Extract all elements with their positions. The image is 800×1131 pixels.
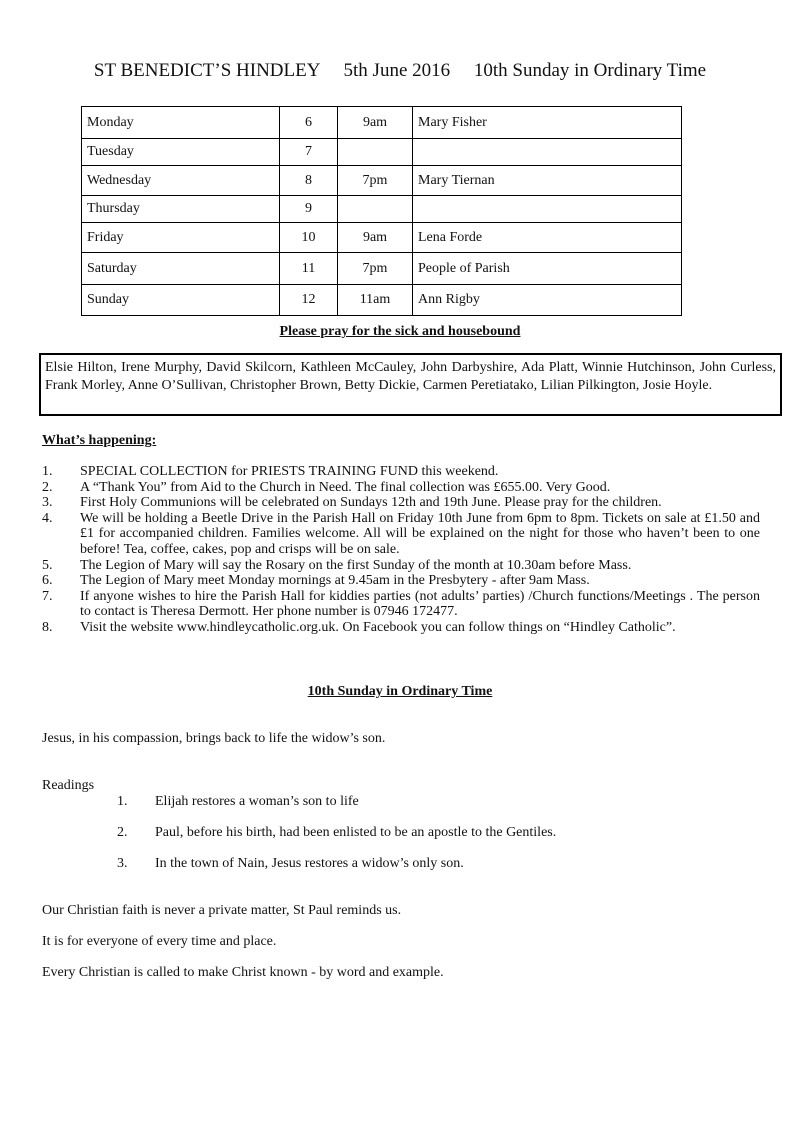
readings-label: Readings <box>42 778 95 793</box>
table-row <box>82 196 682 223</box>
item-text: The Legion of Mary will say the Rosary on the first Sunday of the month at 10.30am before Mass. <box>80 557 632 573</box>
day-cell: Saturday <box>82 253 280 285</box>
day-cell: Wednesday <box>82 166 280 196</box>
reading-text: Paul, before his birth, had been enlisted to be an apostle to the Gentiles. <box>155 825 557 840</box>
reading-item <box>117 856 464 872</box>
day-cell: Thursday <box>82 196 280 223</box>
list-item <box>42 620 760 636</box>
item-number: 1. <box>42 464 53 479</box>
reading-item <box>117 794 359 810</box>
list-item <box>42 480 760 496</box>
liturgical-day: 10th Sunday in Ordinary Time <box>473 60 707 81</box>
item-text: A “Thank You” from Aid to the Church in Need. The final collection was £655.00. Very Good. <box>80 479 611 495</box>
closing-line: It is for everyone of every time and place. <box>42 934 277 949</box>
item-text: First Holy Communions will be celebrated on Sundays 12th and 19th June. Please pray for the children. <box>80 495 662 511</box>
reading-number: 1. <box>117 794 128 809</box>
day-cell: Friday <box>82 223 280 253</box>
day-cell: Tuesday <box>82 139 280 166</box>
intention-cell: Mary Fisher <box>413 107 682 139</box>
time-cell: 7pm <box>338 253 413 285</box>
sick-names-box: Elsie Hilton, Irene Murphy, David Skilcorn, Kathleen McCauley, John Darbyshire, Ada Platt, Winnie Hutchinson, John Curless, Frank Morley, Anne O’Sullivan, Christopher Brown, Betty Dickie, Carmen Peretiatako, Lilian Pilkington, Josie Hoyle. <box>39 353 782 416</box>
item-text: If anyone wishes to hire the Parish Hall for kiddies parties (not adults’ parties) /Church functions/Meetings . The person to contact is Theresa Dermott. Her phone number is 07946 172477. <box>80 588 760 620</box>
newsletter-date: 5th June 2016 <box>343 60 451 81</box>
reading-number: 2. <box>117 825 128 840</box>
table-row <box>82 285 682 316</box>
day-cell: Monday <box>82 107 280 139</box>
day-cell: Sunday <box>82 285 280 316</box>
item-number: 8. <box>42 619 53 635</box>
time-cell: 9am <box>338 223 413 253</box>
reading-text: In the town of Nain, Jesus restores a widow’s only son. <box>155 856 464 871</box>
date-cell: 12 <box>280 285 338 316</box>
table-row <box>82 166 682 196</box>
table-row <box>82 139 682 166</box>
item-text: SPECIAL COLLECTION for PRIESTS TRAINING FUND this weekend. <box>80 464 499 479</box>
date-cell: 6 <box>280 107 338 139</box>
intention-cell <box>413 139 682 166</box>
time-cell <box>338 196 413 223</box>
list-item <box>42 573 760 589</box>
time-cell: 9am <box>338 107 413 139</box>
item-number: 2. <box>42 479 53 495</box>
list-item <box>42 589 760 620</box>
whats-happening-heading: What’s happening: <box>42 433 157 448</box>
table-row <box>82 223 682 253</box>
item-text: The Legion of Mary meet Monday mornings at 9.45am in the Presbytery - after 9am Mass. <box>80 573 590 589</box>
notices-list <box>42 464 760 636</box>
closing-line: Every Christian is called to make Christ known - by word and example. <box>42 965 444 980</box>
time-cell <box>338 139 413 166</box>
intention-cell: People of Parish <box>413 253 682 285</box>
closing-line: Our Christian faith is never a private matter, St Paul reminds us. <box>42 903 402 918</box>
date-cell: 10 <box>280 223 338 253</box>
item-number: 6. <box>42 573 53 589</box>
list-item <box>42 464 760 480</box>
item-number: 4. <box>42 510 53 526</box>
sunday-intro: Jesus, in his compassion, brings back to life the widow’s son. <box>42 731 386 746</box>
newsletter-header <box>0 60 800 82</box>
intention-cell: Mary Tiernan <box>413 166 682 196</box>
time-cell: 7pm <box>338 166 413 196</box>
parish-name: ST BENEDICT’S HINDLEY <box>93 60 320 81</box>
intention-cell <box>413 196 682 223</box>
intention-cell: Lena Forde <box>413 223 682 253</box>
item-number: 5. <box>42 557 53 573</box>
item-text: Visit the website www.hindleycatholic.org.uk. On Facebook you can follow things on “Hindley Catholic”. <box>80 619 676 635</box>
date-cell: 11 <box>280 253 338 285</box>
time-cell: 11am <box>338 285 413 316</box>
list-item <box>42 511 760 558</box>
date-cell: 7 <box>280 139 338 166</box>
reading-item <box>117 825 556 841</box>
sunday-section-title: 10th Sunday in Ordinary Time <box>307 684 493 699</box>
reading-text: Elijah restores a woman’s son to life <box>155 794 359 809</box>
item-number: 3. <box>42 495 53 511</box>
list-item <box>42 495 760 511</box>
mass-schedule-table <box>81 106 682 316</box>
date-cell: 8 <box>280 166 338 196</box>
item-number: 7. <box>42 588 53 604</box>
table-row <box>82 107 682 139</box>
reading-number: 3. <box>117 856 128 871</box>
table-row <box>82 253 682 285</box>
intention-cell: Ann Rigby <box>413 285 682 316</box>
item-text: We will be holding a Beetle Drive in the Parish Hall on Friday 10th June from 6pm to 8pm. Tickets on sale at £1.50 and £1 for accompanied children. Families welcome. All will be explained on the night for those who haven’t been to one before! Tea, coffee, cakes, pop and crisps will be on sale. <box>80 510 760 557</box>
date-cell: 9 <box>280 196 338 223</box>
sick-section-title: Please pray for the sick and housebound <box>279 324 521 339</box>
list-item <box>42 558 760 574</box>
